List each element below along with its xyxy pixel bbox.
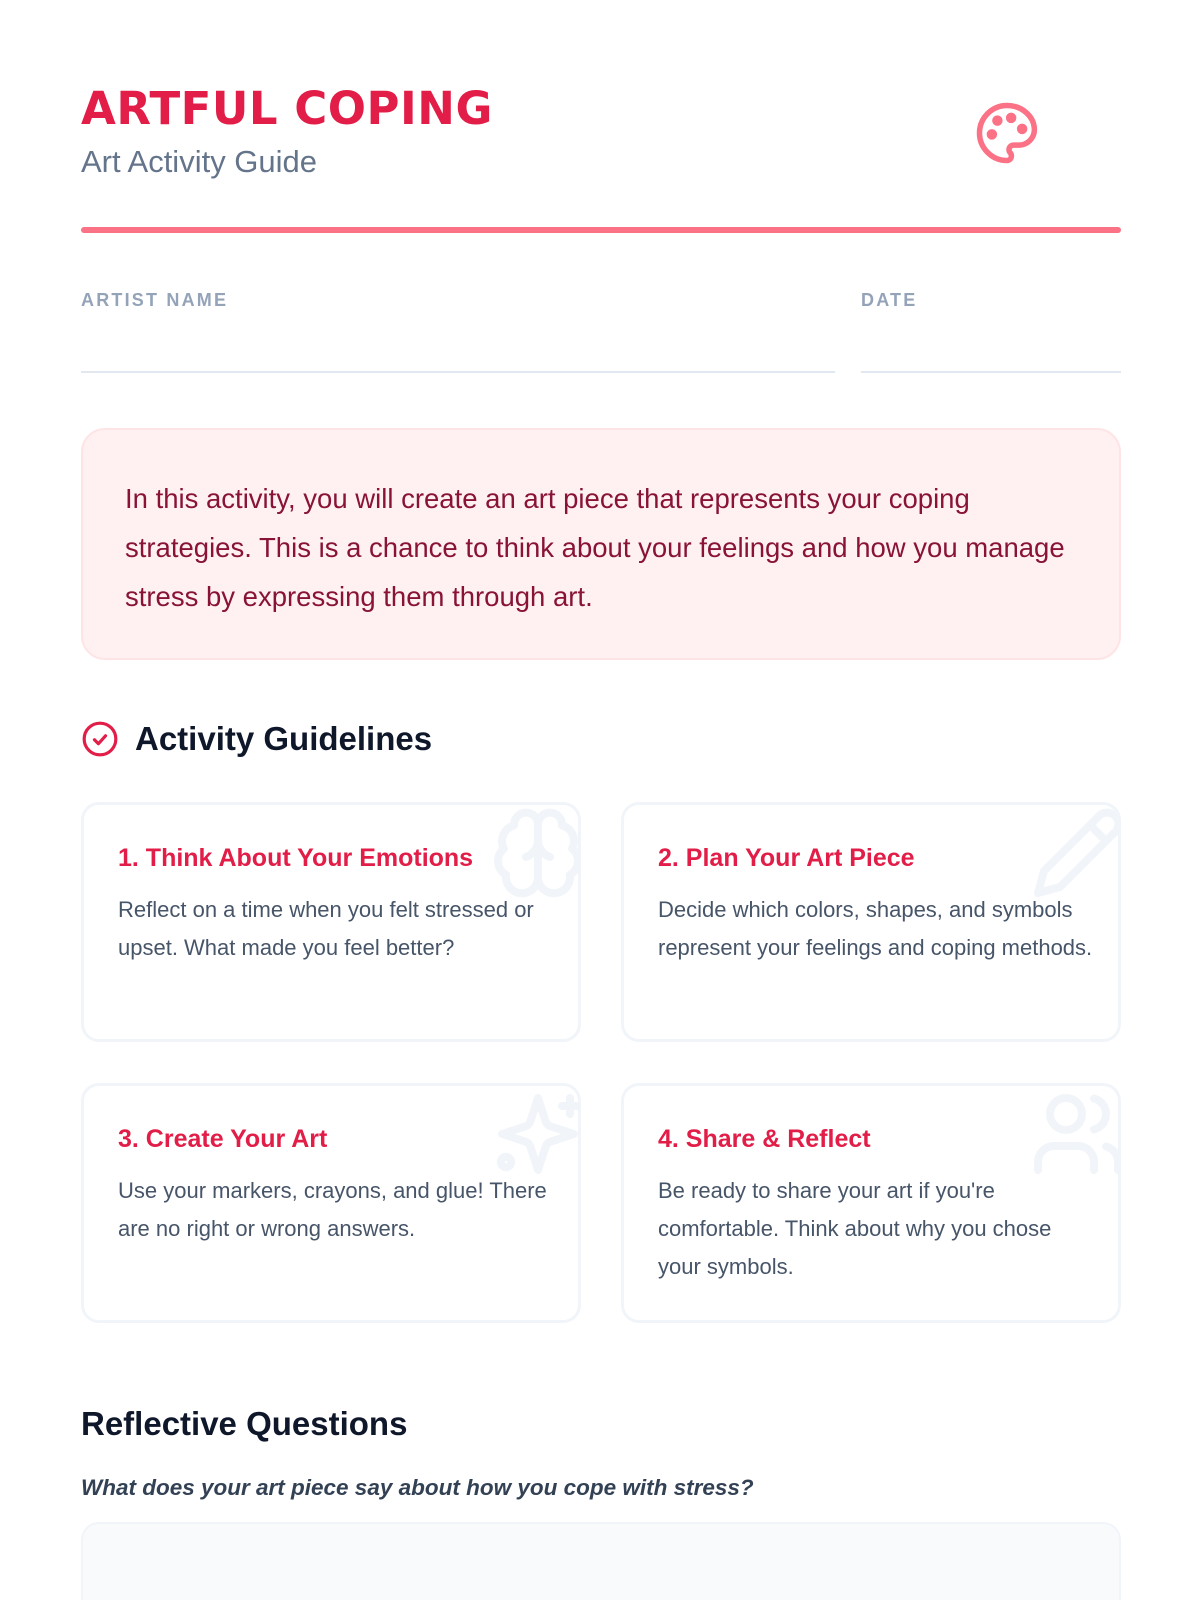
card-text: Use your markers, crayons, and glue! There are no right or wrong answers. [118, 1178, 547, 1241]
intro-box [81, 428, 1121, 660]
card-title: 1. Think About Your Emotions [118, 844, 474, 872]
card-text: Be ready to share your art if you're comfortable. Think about why you chose your symbols. [658, 1178, 1052, 1279]
artist-name-label: ARTIST NAME [81, 290, 229, 310]
card-title: 2. Plan Your Art Piece [658, 844, 915, 872]
page-title: ARTFUL COPING [81, 82, 493, 135]
guideline-card-4 [621, 1083, 1121, 1323]
guidelines-title: Activity Guidelines [135, 720, 433, 757]
sparkle-icon [490, 1086, 581, 1182]
reflective-question-1: What does your art piece say about how you cope with stress? [81, 1475, 754, 1500]
reflective-questions-title: Reflective Questions [81, 1405, 408, 1442]
date-field[interactable] [861, 371, 1121, 373]
reflective-answer-1[interactable] [81, 1522, 1121, 1600]
artist-name-field[interactable] [81, 371, 835, 373]
brain-icon [490, 805, 581, 901]
card-text: Reflect on a time when you felt stressed or upset. What made you feel better? [118, 897, 534, 960]
date-label: DATE [861, 290, 918, 310]
worksheet-page [81, 0, 1121, 1600]
pencil-icon [1030, 805, 1121, 901]
intro-text: In this activity, you will create an art piece that represents your coping strategies. This is a chance to think about your feelings and how you manage stress by expressing them through art. [125, 483, 1065, 612]
users-icon [1030, 1086, 1121, 1182]
guideline-card-3 [81, 1083, 581, 1323]
palette-icon [974, 100, 1040, 166]
card-title: 3. Create Your Art [118, 1125, 328, 1153]
guideline-card-2 [621, 802, 1121, 1042]
guideline-card-1 [81, 802, 581, 1042]
header-divider [81, 227, 1121, 233]
check-circle-icon [81, 720, 119, 758]
card-text: Decide which colors, shapes, and symbols represent your feelings and coping methods. [658, 897, 1093, 960]
page-subtitle: Art Activity Guide [81, 144, 318, 179]
guidelines-heading [81, 717, 432, 761]
card-title: 4. Share & Reflect [658, 1125, 871, 1153]
